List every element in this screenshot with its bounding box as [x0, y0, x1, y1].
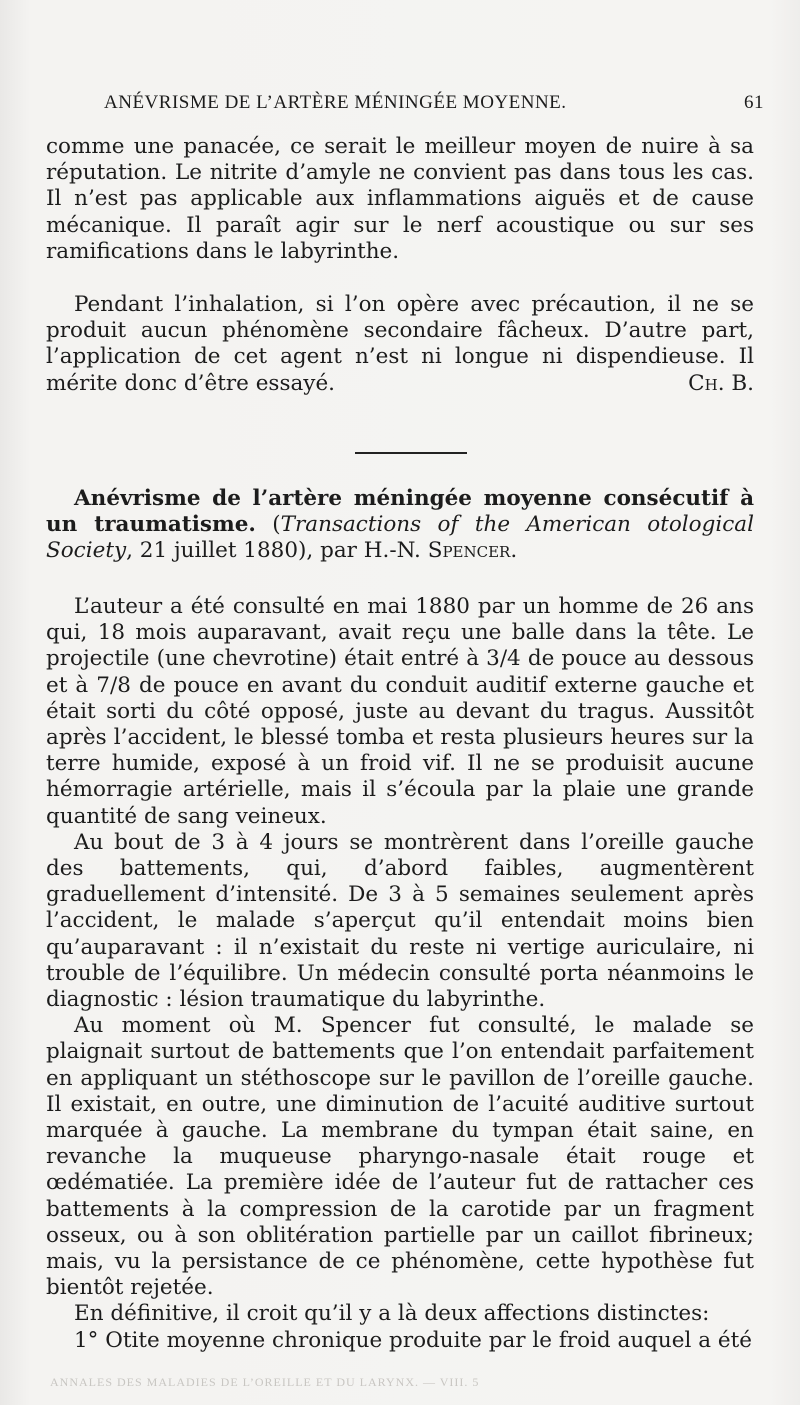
article-body	[46, 594, 754, 1354]
article-title-open: (	[255, 512, 281, 538]
page-number: 61	[744, 92, 764, 113]
article-paragraph: Au moment où M. Spencer fut consulté, le malade se plaignait surtout de battements que l’on entendait parfaitement en appliquant un stéthoscope sur le pavillon de l’oreille gauche. Il existait, en outre, une diminution de l’acuité auditive surtout marquée à gauche. La membrane du tympan était saine, en revanche la muqueuse pharyngo-nasale était rouge et œdématiée. La première idée de l’auteur fut de rattacher ces battements à la compression de la carotide par un fragment osseux, ou à son oblitération partielle par un caillot fibrineux; mais, vu la persistance de ce phénomène, cette hypothèse fut bientôt rejetée.	[46, 1013, 754, 1301]
article-paragraph: L’auteur a été consulté en mai 1880 par un homme de 26 ans qui, 18 mois auparavant, avait reçu une balle dans la tête. Le projectile (une chevrotine) était entré à 3/4 de pouce au dessous et à 7/8 de pouce en avant du conduit auditif externe gauche et était sorti du côté opposé, juste au devant du tragus. Aussitôt après l’accident, le blessé tomba et resta plusieurs heures sur la terre humide, exposé à un froid vif. Il ne se produisit aucune hémorragie artérielle, mais il s’écoula par la plaie une grande quantité de sang veineux.	[46, 594, 754, 829]
running-title: ANÉVRISME DE L’ARTÈRE MÉNINGÉE MOYENNE.	[104, 92, 567, 113]
section-divider	[355, 452, 467, 454]
prev-article-paragraph-2-text: Pendant l’inhalation, si l’on opère avec précaution, il ne se produit aucun phénomène secondaire fâcheux. D’autre part, l’application de cet agent n’est ni longue ni dispendieuse. Il mérite donc d’être essayé.	[46, 292, 754, 396]
footer-bleedthrough: ANNALES DES MALADIES DE L’OREILLE ET DU LARYNX. — VIII. 5	[50, 1375, 480, 1389]
article-paragraph: En définitive, il croit qu’il y a là deux affections distinctes:	[74, 1301, 710, 1327]
article-author: Spencer.	[427, 538, 518, 564]
prev-article-paragraph-2	[46, 292, 754, 397]
article-citation: , 21 juillet 1880), par H.-N.	[126, 538, 428, 564]
article-heading	[46, 486, 754, 565]
article-title: Anévrisme de l’artère méningée moyenne consécutif à un traumatisme.	[46, 486, 754, 538]
article-source: Transactions of the American otological Society	[46, 512, 754, 564]
article-paragraph: 1° Otite moyenne chronique produite par le froid auquel a été	[74, 1327, 752, 1353]
article-paragraph: Au bout de 3 à 4 jours se montrèrent dans l’oreille gauche des battements, qui, d’abord faibles, augmentèrent graduellement d’intensité. De 3 à 5 semaines seulement après l’accident, le malade s’aperçut qu’il entendait moins bien qu’auparavant : il n’existait du reste ni vertige auriculaire, ni trouble de l’équilibre. Un médecin consulté porta néanmoins le diagnostic : lésion traumatique du labyrinthe.	[46, 829, 754, 1013]
signature: Ch. B.	[688, 370, 754, 396]
prev-article-paragraph-1: comme une panacée, ce serait le meilleur moyen de nuire à sa réputation. Le nitrite d’amyle ne convient pas dans tous les cas. Il n’est pas applicable aux inflammations aiguës et de cause mécanique. Il paraît agir sur le nerf acoustique ou sur ses ramifications dans le labyrinthe.	[46, 134, 754, 264]
